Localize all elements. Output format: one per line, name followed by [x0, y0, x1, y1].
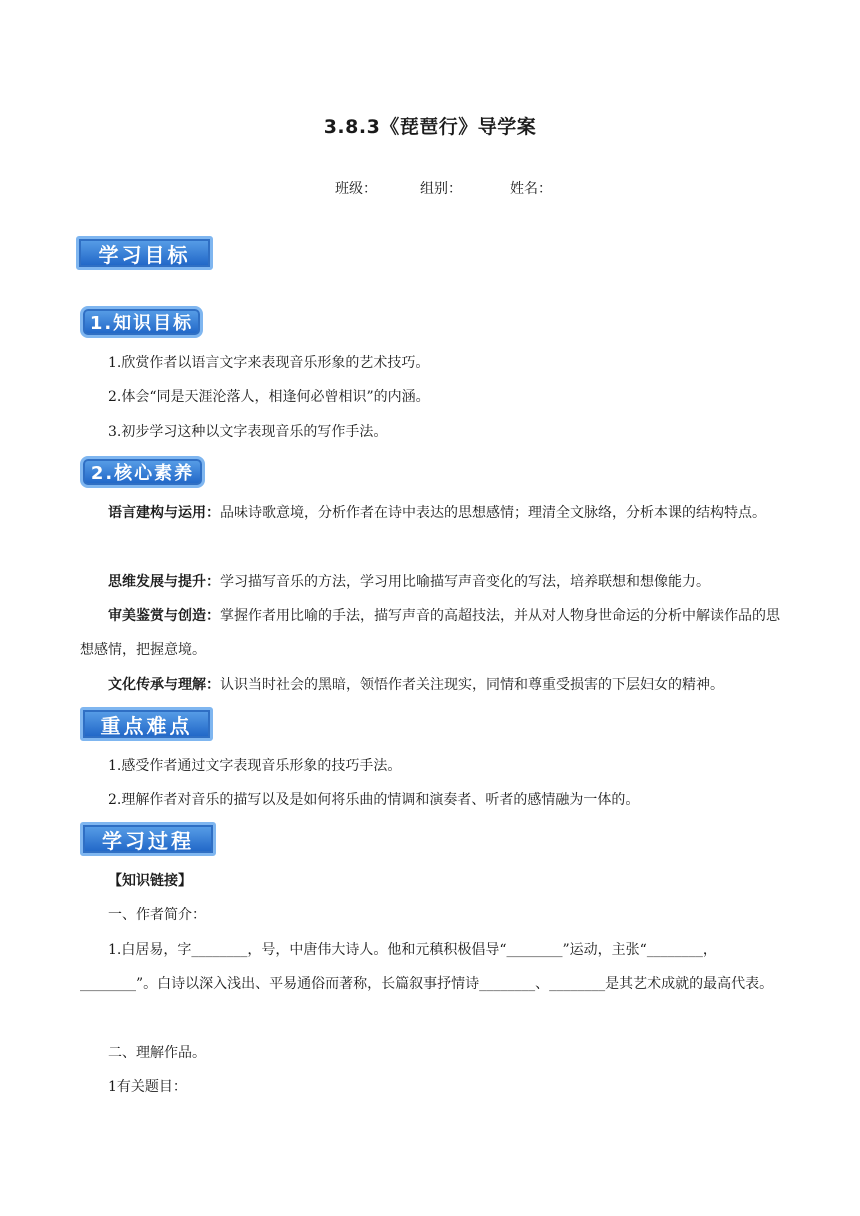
literacy-text: 掌握作者用比喻的手法，描写声音的高超技法，并从对人物身世命运的分析中解读作品的思想感情，把握意境。 — [80, 608, 780, 658]
name-label: 姓名： — [510, 181, 552, 197]
title-item: 1有关题目： — [108, 1079, 187, 1095]
section-badge-core-literacy: 2.核心素养 — [80, 456, 205, 488]
literacy-item — [80, 668, 780, 702]
author-intro-text: 1.白居易，字________，号，中唐伟大诗人。他和元稹积极倡导“________”运动，主张“________，________”。白诗以深入浅出、平易通俗而著称，长篇叙事抒情诗________、________是其艺术成就的最高代表。 — [80, 942, 774, 992]
knowledge-item: 3.初步学习这种以文字表现音乐的写作手法。 — [108, 424, 388, 440]
page-title: 3.8.3《琵琶行》导学案 — [323, 116, 537, 138]
literacy-label: 思维发展与提升： — [108, 574, 220, 590]
key-item: 1.感受作者通过文字表现音乐形象的技巧手法。 — [108, 758, 402, 774]
work-heading: 二、理解作品。 — [108, 1045, 206, 1061]
author-heading: 一、作者简介： — [108, 907, 206, 923]
literacy-label: 语言建构与运用： — [108, 505, 220, 521]
literacy-text: 品味诗歌意境，分析作者在诗中表达的思想感情；理清全文脉络，分析本课的结构特点。 — [220, 505, 766, 521]
key-item: 2.理解作者对音乐的描写以及是如何将乐曲的情调和演奏者、听者的感情融为一体的。 — [108, 792, 640, 808]
section-badge-goals: 学习目标 — [76, 236, 213, 270]
literacy-text: 学习描写音乐的方法，学习用比喻描写声音变化的写法，培养联想和想像能力。 — [220, 574, 710, 590]
knowledge-item: 2.体会“同是天涯沦落人，相逢何必曾相识”的内涵。 — [108, 389, 430, 405]
literacy-item — [80, 496, 780, 530]
section-badge-knowledge-goal: 1.知识目标 — [80, 306, 203, 338]
group-label: 组别： — [420, 181, 462, 197]
literacy-text: 认识当时社会的黑暗，领悟作者关注现实，同情和尊重受损害的下层妇女的精神。 — [220, 677, 724, 693]
literacy-label: 审美鉴赏与创造： — [108, 608, 220, 624]
class-label: 班级： — [335, 181, 377, 197]
section-badge-key-points: 重点难点 — [80, 707, 213, 741]
knowledge-item: 1.欣赏作者以语言文字来表现音乐形象的艺术技巧。 — [108, 355, 430, 371]
knowledge-link-heading: 【知识链接】 — [108, 873, 192, 889]
literacy-item — [80, 599, 780, 667]
literacy-label: 文化传承与理解： — [108, 677, 220, 693]
literacy-item — [80, 565, 780, 599]
section-badge-process: 学习过程 — [80, 822, 216, 856]
